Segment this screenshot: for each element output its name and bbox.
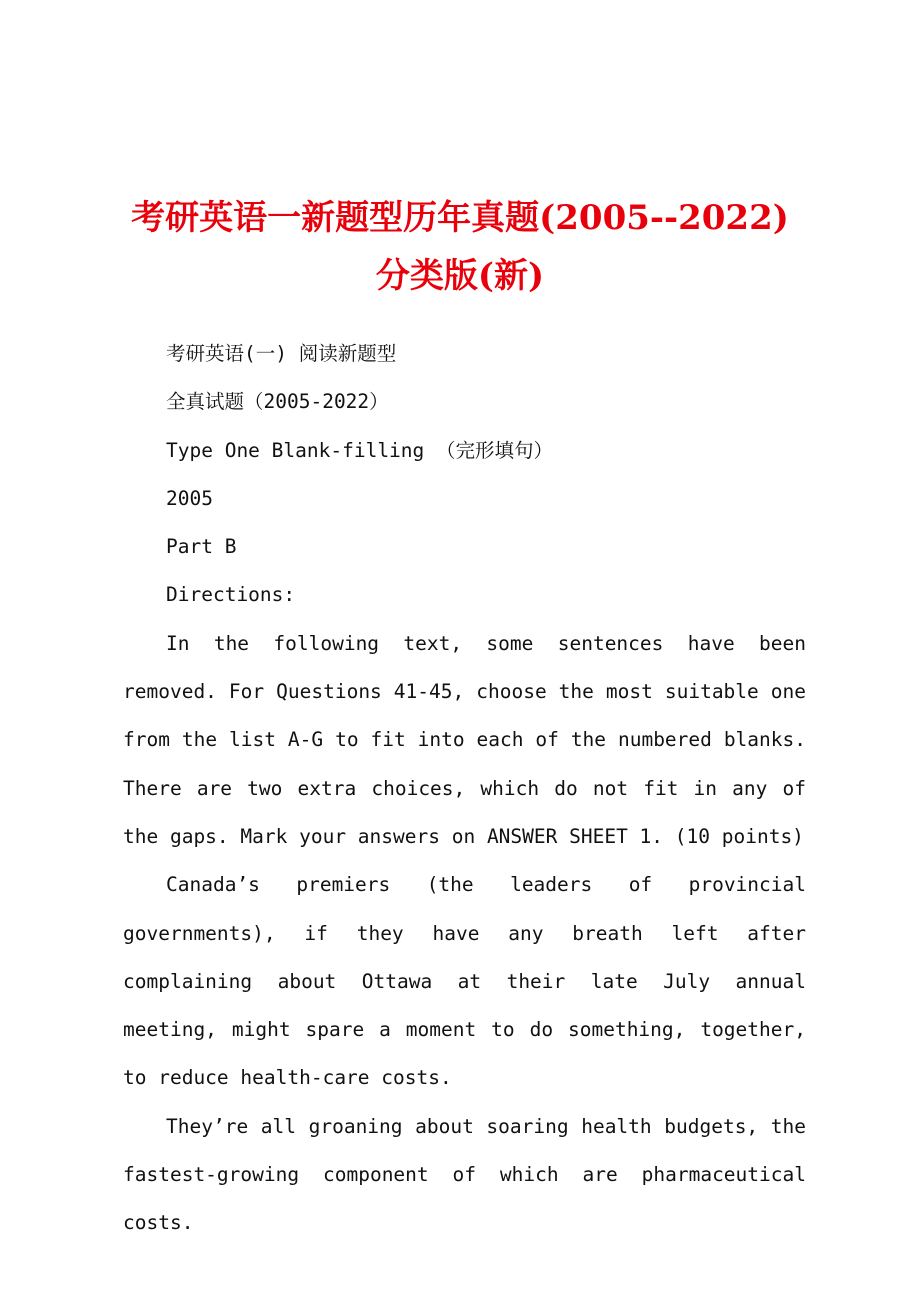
directions-paragraph: In the following text, some sentences have been removed. For Questions 41-45, choose the most suitable one from the list A-G to fit into each of the numbered blanks. There are two extra choices, which do not fit in any of the gaps. Mark your answers on ANSWER SHEET 1. (10 points) bbox=[123, 631, 806, 848]
document-body bbox=[123, 330, 806, 1248]
type-line: Type One Blank-filling （完形填句） bbox=[166, 438, 554, 462]
paragraph-1: Canada’s premiers (the leaders of provincial governments), if they have any breath left after complaining about Ottawa at their late July annual meeting, might spare a moment to do something, together, to reduce health-care costs. bbox=[123, 873, 806, 1090]
document-title: 考研英语一新题型历年真题(2005--2022)分类版(新) bbox=[131, 198, 789, 296]
paragraph-2: They’re all groaning about soaring health budgets, the fastest-growing component of which are pharmaceutical costs. bbox=[123, 1114, 806, 1235]
year-line: 2005 bbox=[166, 486, 213, 510]
subtitle-line: 全真试题（2005-2022） bbox=[166, 390, 389, 414]
part-line: Part B bbox=[166, 535, 237, 559]
section-heading: 考研英语(一) 阅读新题型 bbox=[166, 342, 397, 365]
directions-label: Directions: bbox=[166, 583, 296, 607]
